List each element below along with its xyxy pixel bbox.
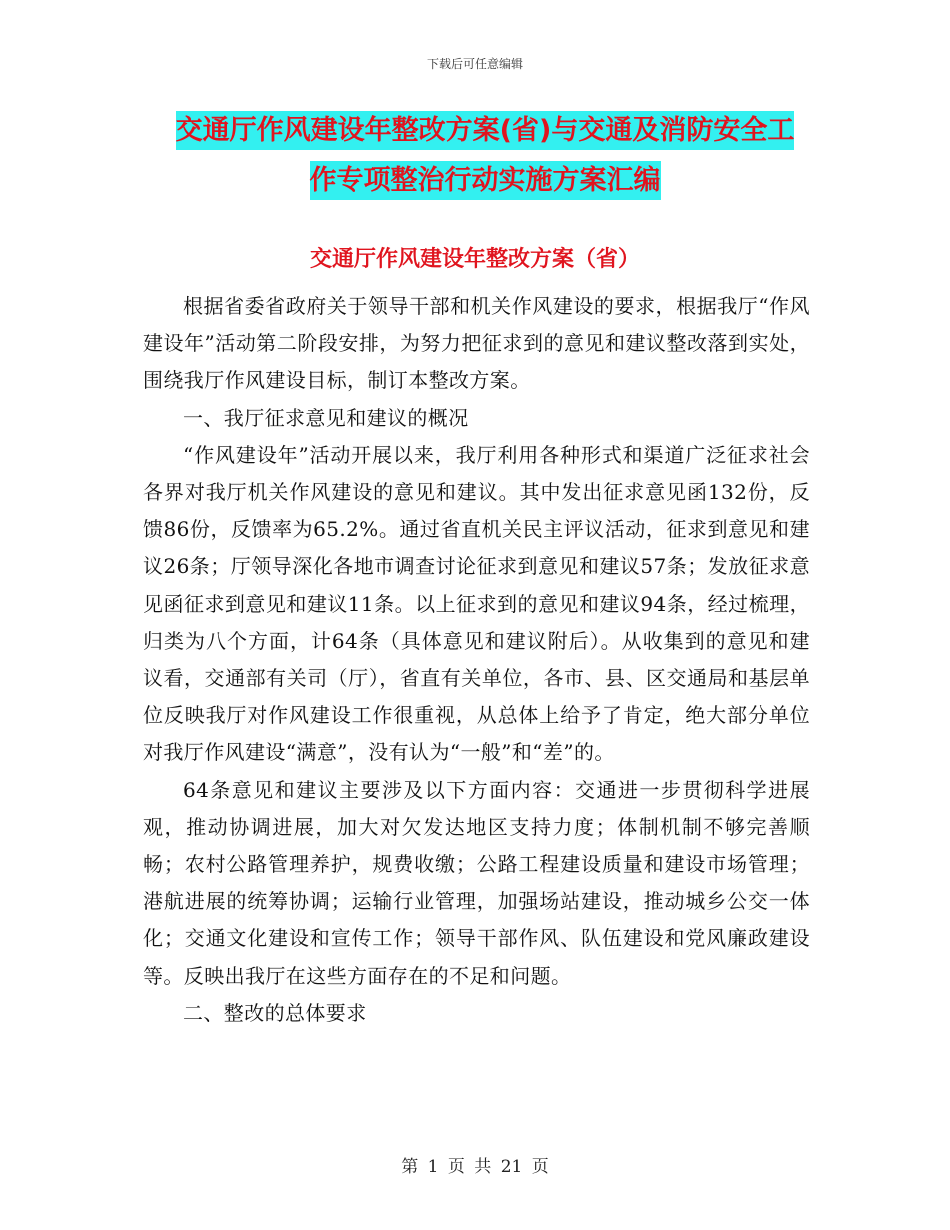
title-line-2: 作专项整治行动实施方案汇编 [310,161,661,200]
paragraph-content: 64条意见和建议主要涉及以下方面内容：交通进一步贯彻科学进展观，推动协调进展，加大对欠发达地区支持力度；体制机制不够完善顺畅；农村公路管理养护，规费收缴；公路工程建设质量和建设市场管理；港航进展的统筹协调；运输行业管理，加强场站建设，推动城乡公交一体化；交通文化建设和宣传工作；领导干部作风、队伍建设和党风廉政建设等。反映出我厅在这些方面存在的不足和问题。 [143,777,810,988]
title-line-1: 交通厅作风建设年整改方案(省)与交通及消防安全工 [176,111,795,150]
header-note: 下载后可任意编辑 [426,57,523,71]
document-title [140,106,830,206]
paragraph-intro: 根据省委省政府关于领导干部和机关作风建设的要求，根据我厅“作风建设年”活动第二阶段安排，为努力把征求到的意见和建议整改落到实处，围绕我厅作风建设目标，制订本整改方案。 [143,294,810,393]
section-heading-2: 二、整改的总体要求 [183,1000,367,1025]
section-heading-1: 一、我厅征求意见和建议的概况 [183,405,469,430]
page-number: 第 1 页 共 21 页 [401,1157,549,1177]
paragraph-overview: “作风建设年”活动开展以来，我厅利用各种形式和渠道广泛征求社会各界对我厅机关作风建设的意见和建议。其中发出征求意见函132份，反馈86份，反馈率为65.2%。通过省直机关民主评议活动，征求到意见和建议26条；厅领导深化各地市调查讨论征求到意见和建议57条；发放征求意见函征求到意见和建议11条。以上征求到的意见和建议94条，经过梳理，归类为八个方面，计64条（具体意见和建议附后）。从收集到的意见和建议看，交通部有关司（厅），省直有关单位，各市、县、区交通局和基层单位反映我厅对作风建设工作很重视，从总体上给予了肯定，绝大部分单位对我厅作风建设“满意”，没有认为“一般”和“差”的。 [143,442,810,765]
document-body [143,288,810,1032]
section-title: 交通厅作风建设年整改方案（省） [309,247,640,272]
